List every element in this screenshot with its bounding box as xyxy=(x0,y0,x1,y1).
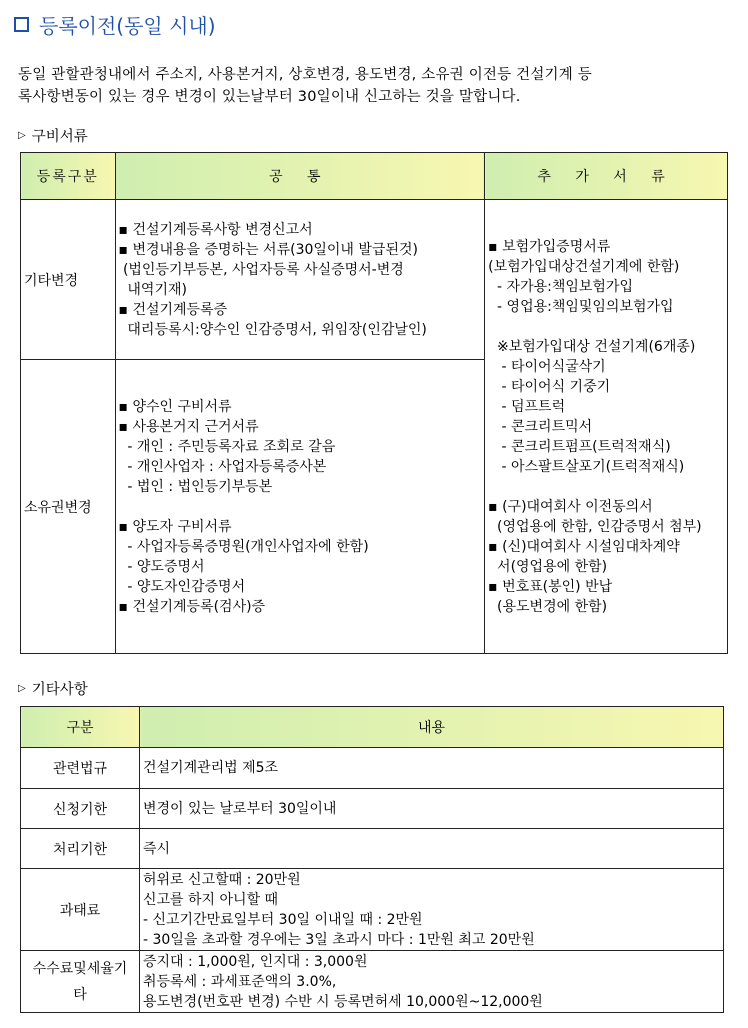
header-additional: 추 가 서 류 xyxy=(485,153,728,200)
row-label: 과태료 xyxy=(21,869,140,951)
table-row xyxy=(21,748,724,789)
checkbox-square-icon xyxy=(14,17,29,32)
cell-lines xyxy=(117,218,484,342)
text-line: ▪ 사용본거지 근거서류 xyxy=(118,418,259,435)
row-value xyxy=(140,748,724,789)
text-line: (법인등기부등본, 사업자등록 사실증명서-변경 xyxy=(118,261,404,278)
table-row xyxy=(21,951,724,1013)
text-line: (용도변경에 한함) xyxy=(488,599,608,615)
header-type: 구분 xyxy=(21,707,140,748)
row-label xyxy=(21,951,140,1013)
section-heading-text: 기타사항 xyxy=(31,682,88,698)
header-common: 공 통 xyxy=(115,153,485,200)
row-label-text: 수수료및세율기타 xyxy=(32,960,128,1003)
text-line: - 영업용:책임및임의보험가입 xyxy=(488,299,674,315)
text-line: - 자가용:책임보험가입 xyxy=(488,279,633,295)
row-label: 처리기한 xyxy=(21,829,140,869)
text-line: ※보험가입대상 건설기계(6개종) xyxy=(488,339,696,355)
text-line: - 덤프트럭 xyxy=(488,399,566,415)
text-line: - 개인 : 주민등록자료 조회로 갈음 xyxy=(118,438,336,455)
text-line: - 콘크리트펌프(트럭적재식) xyxy=(488,439,671,455)
text-line: ▪ 양수인 구비서류 xyxy=(118,398,232,415)
text-line: - 아스팔트살포기(트럭적재식) xyxy=(488,459,685,475)
table-header-row xyxy=(21,153,728,200)
text-line: - 법인 : 법인등기부등본 xyxy=(118,478,273,495)
row-common-docs xyxy=(115,200,485,360)
text-line: ▪ 건설기계등록(검사)증 xyxy=(118,598,266,615)
text-line: (영업용에 한함, 인감증명서 첨부) xyxy=(488,519,702,535)
additional-docs xyxy=(485,200,728,654)
table-row xyxy=(21,869,724,951)
cell-lines xyxy=(117,395,484,619)
text-line: (보험가입대상건설기계에 한함) xyxy=(488,259,680,275)
cell-lines xyxy=(486,201,726,619)
row-value xyxy=(140,789,724,829)
text-line: ▪ 번호표(봉인) 반납 xyxy=(488,579,613,595)
text-line: - 양도자인감증명서 xyxy=(118,578,246,595)
text-line: - 콘크리트믹서 xyxy=(488,419,593,435)
section-heading-etc xyxy=(18,678,88,699)
header-content: 내용 xyxy=(140,707,724,748)
text-line: - 타이어식굴삭기 xyxy=(488,359,606,375)
text-line: - 사업자등록증명원(개인사업자에 한함) xyxy=(118,538,369,555)
row-value xyxy=(140,951,724,1013)
triangle-right-icon: ▷ xyxy=(18,130,26,141)
text-line: ▪ (구)대여회사 이전동의서 xyxy=(488,499,653,515)
text-line: ▪ 건설기계등록사항 변경신고서 xyxy=(118,221,313,238)
text-line: 변경이 있는 날로부터 30일이내 xyxy=(143,800,337,817)
text-line: 용도변경(번호판 변경) 수반 시 등록면허세 10,000원~12,000원 xyxy=(143,993,543,1010)
triangle-right-icon: ▷ xyxy=(18,683,26,694)
text-line: 대리등록시:양수인 인감증명서, 위임장(인감날인) xyxy=(118,321,427,338)
text-line: 증지대 : 1,000원, 인지대 : 3,000원 xyxy=(143,953,368,970)
table-header-row xyxy=(21,707,724,748)
page-title xyxy=(14,10,216,38)
required-docs-table xyxy=(20,152,728,654)
row-label: 소유권변경 xyxy=(21,360,116,654)
text-line: 취등록세 : 과세표준액의 3.0%, xyxy=(143,973,337,990)
table-row xyxy=(21,829,724,869)
text-line xyxy=(488,477,724,497)
text-line: - 타이어식 기중기 xyxy=(488,379,611,395)
section-heading-text: 구비서류 xyxy=(31,129,88,145)
text-line: 허위로 신고할때 : 20만원 xyxy=(143,871,301,888)
header-category: 등록구분 xyxy=(21,153,116,200)
text-line: - 개인사업자 : 사업자등록증사본 xyxy=(118,458,327,475)
intro-paragraph xyxy=(18,64,730,108)
row-value xyxy=(140,829,724,869)
text-line: 건설기계관리법 제5조 xyxy=(143,760,279,776)
page-title-text: 등록이전(동일 시내) xyxy=(39,13,216,38)
text-line: ▪ 보험가입증명서류 xyxy=(488,239,611,255)
text-line: 신고를 하지 아니할 때 xyxy=(143,891,279,908)
section-heading-docs xyxy=(18,125,88,146)
text-line: ▪ 건설기계등록증 xyxy=(118,301,228,318)
table-row xyxy=(21,200,728,360)
other-info-table xyxy=(20,706,724,1013)
row-label: 신청기한 xyxy=(21,789,140,829)
intro-line: 록사항변동이 있는 경우 변경이 있는날부터 30일이내 신고하는 것을 말합니다. xyxy=(18,89,521,105)
text-line: - 30일을 초과할 경우에는 3일 초과시 마다 : 1만원 최고 20만원 xyxy=(143,931,535,948)
text-line: ▪ 양도자 구비서류 xyxy=(118,518,232,535)
text-line: ▪ 변경내용을 증명하는 서류(30일이내 발급된것) xyxy=(118,241,418,258)
text-line: 내역기재) xyxy=(118,281,187,298)
text-line xyxy=(488,317,724,337)
text-line: 즉시 xyxy=(143,840,171,857)
text-line: 서(영업용에 한함) xyxy=(488,559,608,575)
text-line: - 신고기간만료일부터 30일 이내일 때 : 2만원 xyxy=(143,911,423,928)
intro-line: 동일 관할관청내에서 주소지, 사용본거지, 상호변경, 용도변경, 소유권 이전등 건설기계 등 xyxy=(18,67,592,83)
row-common-docs xyxy=(115,360,485,654)
text-line: ▪ (신)대여회사 시설임대차계약 xyxy=(488,539,680,555)
row-value xyxy=(140,869,724,951)
text-line: - 양도증명서 xyxy=(118,558,205,575)
text-line xyxy=(119,497,482,517)
row-label: 관련법규 xyxy=(21,748,140,789)
row-label: 기타변경 xyxy=(21,200,116,360)
table-row xyxy=(21,789,724,829)
